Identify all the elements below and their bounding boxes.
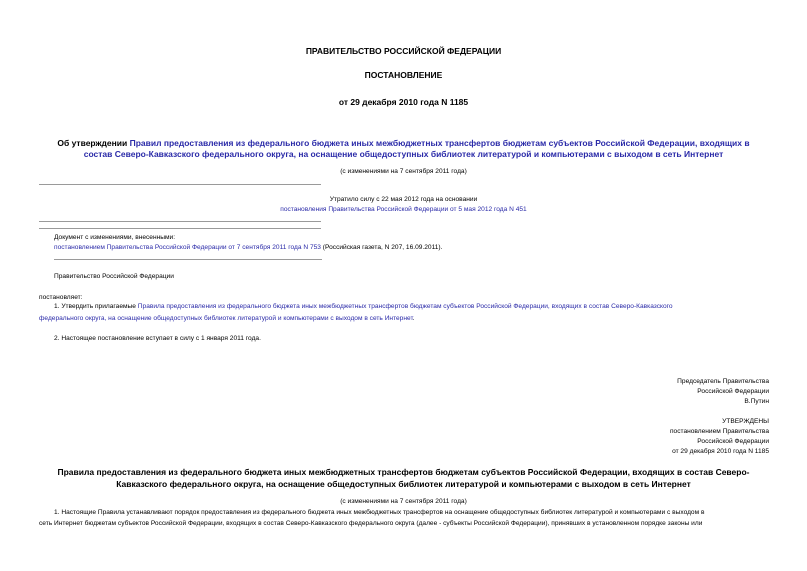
rules-title: Правила предоставления из федерального бюджета иных межбюджетных трансфертов бюджетам субъектов Российской Федерации, входящих в состав Северо- [57,467,750,477]
divider [39,184,321,185]
rules-amendment-note: (с изменениями на 7 сентября 2011 года) [340,498,467,505]
signature-name: В.Путин [744,398,769,405]
invalid-note-link-line [0,206,807,213]
approved-date: от 29 декабря 2010 года N 1185 [672,448,769,455]
header-doc-type: ПОСТАНОВЛЕНИЕ [364,70,443,80]
item-1-prefix: 1. Утвердить прилагаемые [54,303,138,310]
rules-paragraph-1-line1: 1. Настоящие Правила устанавливают порядок предоставления из федерального бюджета иных межбюджетных трансфертов на оснащение общедоступных библиотек литературой и компьютерами с выходом в [54,509,705,516]
header-government: ПРАВИТЕЛЬСТВО РОССИЙСКОЙ ФЕДЕРАЦИИ [305,46,502,56]
signature-country: Российской Федерации [697,388,769,395]
doc-title [0,138,807,148]
amendment-note: (с изменениями на 7 сентября 2011 года) [340,168,467,175]
government-line: Правительство Российской Федерации [54,273,174,280]
rules-paragraph-1-cont [39,518,767,530]
changes-line [54,244,442,251]
rules-title-line2: Кавказского федерального округа, на оснащение общедоступных библиотек литературой и компьютерами с выходом в сеть Интернет [116,479,691,489]
item-1 [39,301,767,313]
header-date: от 29 декабря 2010 года N 1185 [338,97,469,107]
decrees-word: постановляет: [39,294,83,301]
divider [39,228,321,229]
changes-source: (Российская газета, N 207, 16.09.2011). [320,244,443,251]
amending-decree-link[interactable]: постановлением Правительства Российской Федерации от 7 сентября 2011 года N 753 [54,244,321,251]
item-2: 2. Настоящее постановление вступает в силу с 1 января 2011 года. [54,335,261,342]
rules-link-title-1[interactable]: Правил предоставления из федерального бюджета иных межбюджетных трансфертов бюджетам субъектов Российской Федерации, входящих в [129,138,750,148]
invalid-note: Утратило силу с 22 мая 2012 года на основании [329,196,478,203]
rules-paragraph-1-line2: сеть Интернет бюджетам субъектов Российской Федерации, входящих в состав Северо-Кавказского федерального округа (далее - субъекты Российской Федерации), принявших в установленном порядке законы или [39,520,703,527]
rules-link-item1-b[interactable]: федерального округа, на оснащение общедоступных библиотек литературой и компьютерами с выходом в сеть Интернет [39,315,413,322]
approved-label: УТВЕРЖДЕНЫ [722,418,769,425]
approved-by: постановлением Правительства [669,428,769,435]
doc-title-prefix: Об утверждении [57,138,130,148]
item-1-suffix: . [412,315,415,322]
changes-label: Документ с изменениями, внесенными: [54,234,176,241]
rules-link-item1-a[interactable]: Правила предоставления из федерального бюджета иных межбюджетных трансфертов бюджетам субъектов Российской Федерации, входящих в состав Северо-Кавказского [137,303,673,310]
item-1-line2 [39,313,767,325]
divider [54,259,322,260]
invalidating-decree-link[interactable]: постановления Правительства Российской Федерации от 5 мая 2012 года N 451 [280,206,527,213]
signature-title: Председатель Правительства [677,378,769,385]
doc-title-line2 [0,149,807,159]
rules-link-title-2[interactable]: состав Северо-Кавказского федерального округа, на оснащение общедоступных библиотек литературой и компьютерами с выходом в сеть Интернет [83,149,724,159]
approved-country: Российской Федерации [697,438,769,445]
divider [39,221,321,222]
